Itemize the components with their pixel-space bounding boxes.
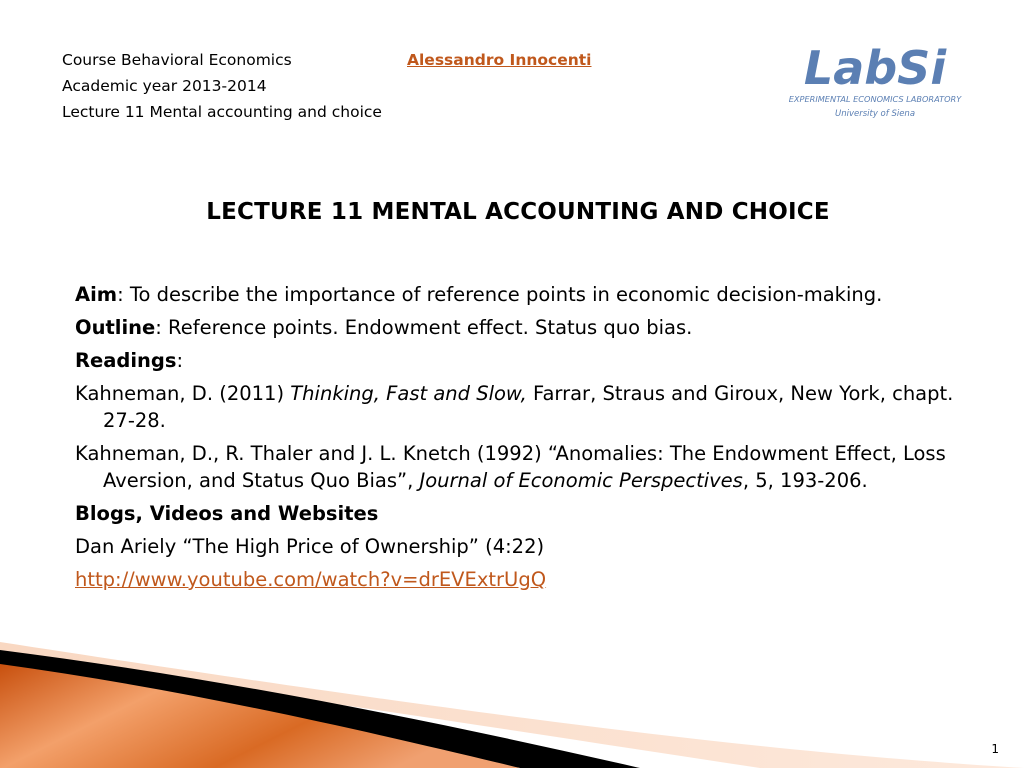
logo-university: University of Siena xyxy=(834,109,916,119)
outline-text: : Reference points. Endowment effect. Status quo bias. xyxy=(155,316,693,339)
readings-label: Readings xyxy=(75,349,177,372)
outline-paragraph xyxy=(75,314,955,341)
blogs-heading-label: Blogs, Videos and Websites xyxy=(75,502,379,525)
logo-wordmark: LabSi xyxy=(803,41,947,95)
readings-heading xyxy=(75,347,955,374)
reference-2-journal: Journal of Economic Perspectives xyxy=(419,469,743,492)
page-number: 1 xyxy=(991,742,999,756)
reference-2-volume: , 5, 193-206. xyxy=(742,469,868,492)
aim-label: Aim xyxy=(75,283,118,306)
lecture-subtitle: Lecture 11 Mental accounting and choice xyxy=(62,103,382,121)
reference-2-article: Kahneman, D., R. Thaler and J. L. Knetch (1992) “Anomalies: The Endowment Effect, Loss Aversion, and Status Quo Bias”, xyxy=(75,442,946,492)
reading-reference-1 xyxy=(75,380,955,434)
youtube-link[interactable]: http://www.youtube.com/watch?v=drEVExtrUgQ xyxy=(75,568,547,591)
reference-1-title: Thinking, Fast and Slow, xyxy=(290,382,527,405)
aim-text: : To describe the importance of reference points in economic decision-making. xyxy=(117,283,883,306)
course-name: Course Behavioral Economics xyxy=(62,51,292,69)
academic-year: Academic year 2013-2014 xyxy=(62,77,267,95)
page-title: LECTURE 11 MENTAL ACCOUNTING AND CHOICE xyxy=(206,199,830,225)
video-reference: Dan Ariely “The High Price of Ownership” (4:22) xyxy=(75,535,545,558)
outline-label: Outline xyxy=(75,316,156,339)
orange-swoosh-decoration xyxy=(0,640,1024,768)
reference-1-author: Kahneman, D. (2011) xyxy=(75,382,291,405)
video-link-row xyxy=(75,566,955,593)
reference-1-publisher: Farrar, Straus and Giroux, New York, chapt. 27-28. xyxy=(103,382,954,432)
reading-reference-2 xyxy=(75,440,955,494)
labsi-logo xyxy=(778,40,973,122)
aim-paragraph xyxy=(75,281,955,308)
slide-content xyxy=(75,281,955,599)
readings-colon: : xyxy=(176,349,184,372)
author-link[interactable]: Alessandro Innocenti xyxy=(407,51,592,69)
blogs-heading xyxy=(75,500,955,527)
logo-subtitle: EXPERIMENTAL ECONOMICS LABORATORY xyxy=(788,94,962,104)
slide-header xyxy=(62,47,382,125)
